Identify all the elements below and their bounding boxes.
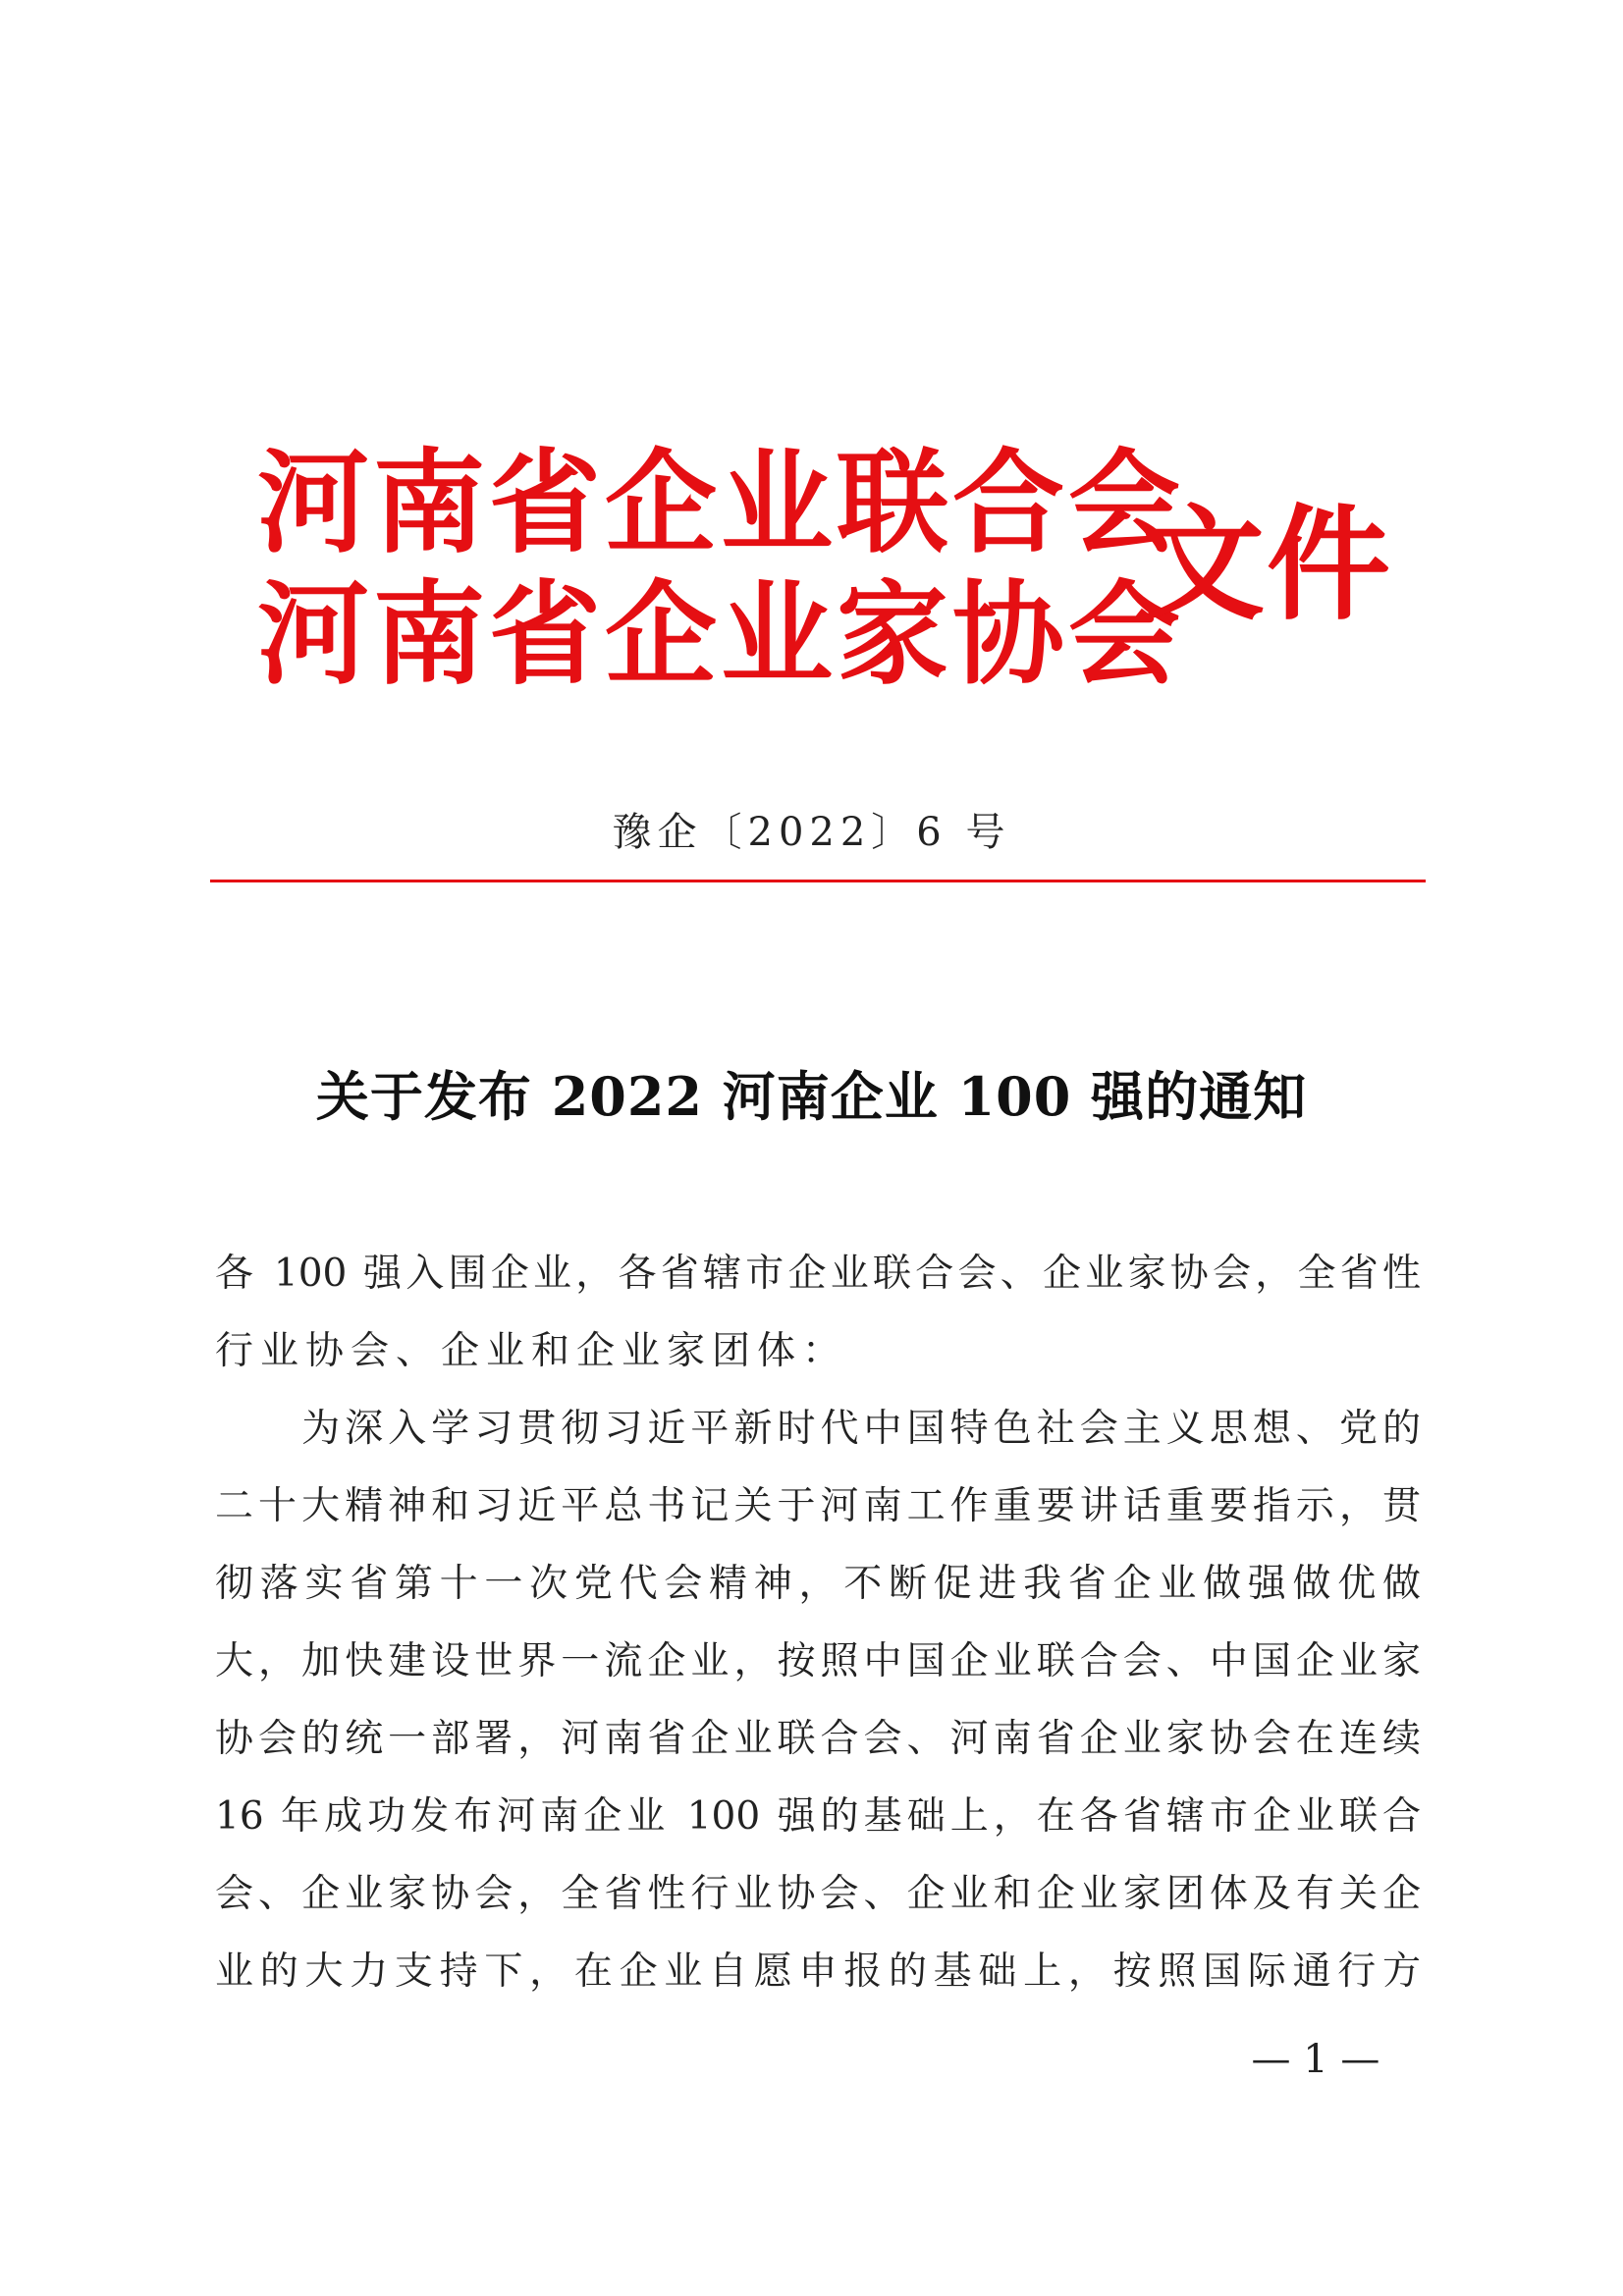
body-line: 协会的统一部署，河南省企业联合会、河南省企业家协会在连续 — [215, 1717, 1421, 1761]
notice-body — [215, 1235, 1421, 2010]
body-line: 业的大力支持下，在企业自愿申报的基础上，按照国际通行方 — [215, 1949, 1421, 1994]
document-number: 豫企〔2022〕6 号 — [612, 810, 1011, 855]
document-type: 文件 — [1141, 493, 1392, 637]
issuer-name-line-2: 河南省企业家协会 — [257, 569, 1185, 700]
body-line: 彻落实省第十一次党代会精神，不断促进我省企业做强做优做 — [215, 1562, 1421, 1606]
document-header — [257, 438, 1392, 700]
red-divider — [210, 880, 1426, 882]
notice-title: 关于发布 2022 河南企业 100 强的通知 — [315, 1065, 1308, 1128]
body-line: 大，加快建设世界一流企业，按照中国企业联合会、中国企业家 — [215, 1639, 1421, 1683]
issuer-name-line-1: 河南省企业联合会 — [257, 438, 1185, 568]
body-line: 16 年成功发布河南企业 100 强的基础上，在各省辖市企业联合 — [215, 1794, 1421, 1839]
body-line: 为深入学习贯彻习近平新时代中国特色社会主义思想、党的 — [215, 1407, 1421, 1451]
body-line: 各 100 强入围企业，各省辖市企业联合会、企业家协会，全省性 — [215, 1252, 1421, 1296]
body-line: 二十大精神和习近平总书记关于河南工作重要讲话重要指示，贯 — [215, 1484, 1421, 1528]
body-line: 行业协会、企业和企业家团体： — [215, 1329, 848, 1373]
body-line: 会、企业家协会，全省性行业协会、企业和企业家团体及有关企 — [215, 1872, 1421, 1916]
page-number: — 1 — — [1251, 2037, 1380, 2082]
